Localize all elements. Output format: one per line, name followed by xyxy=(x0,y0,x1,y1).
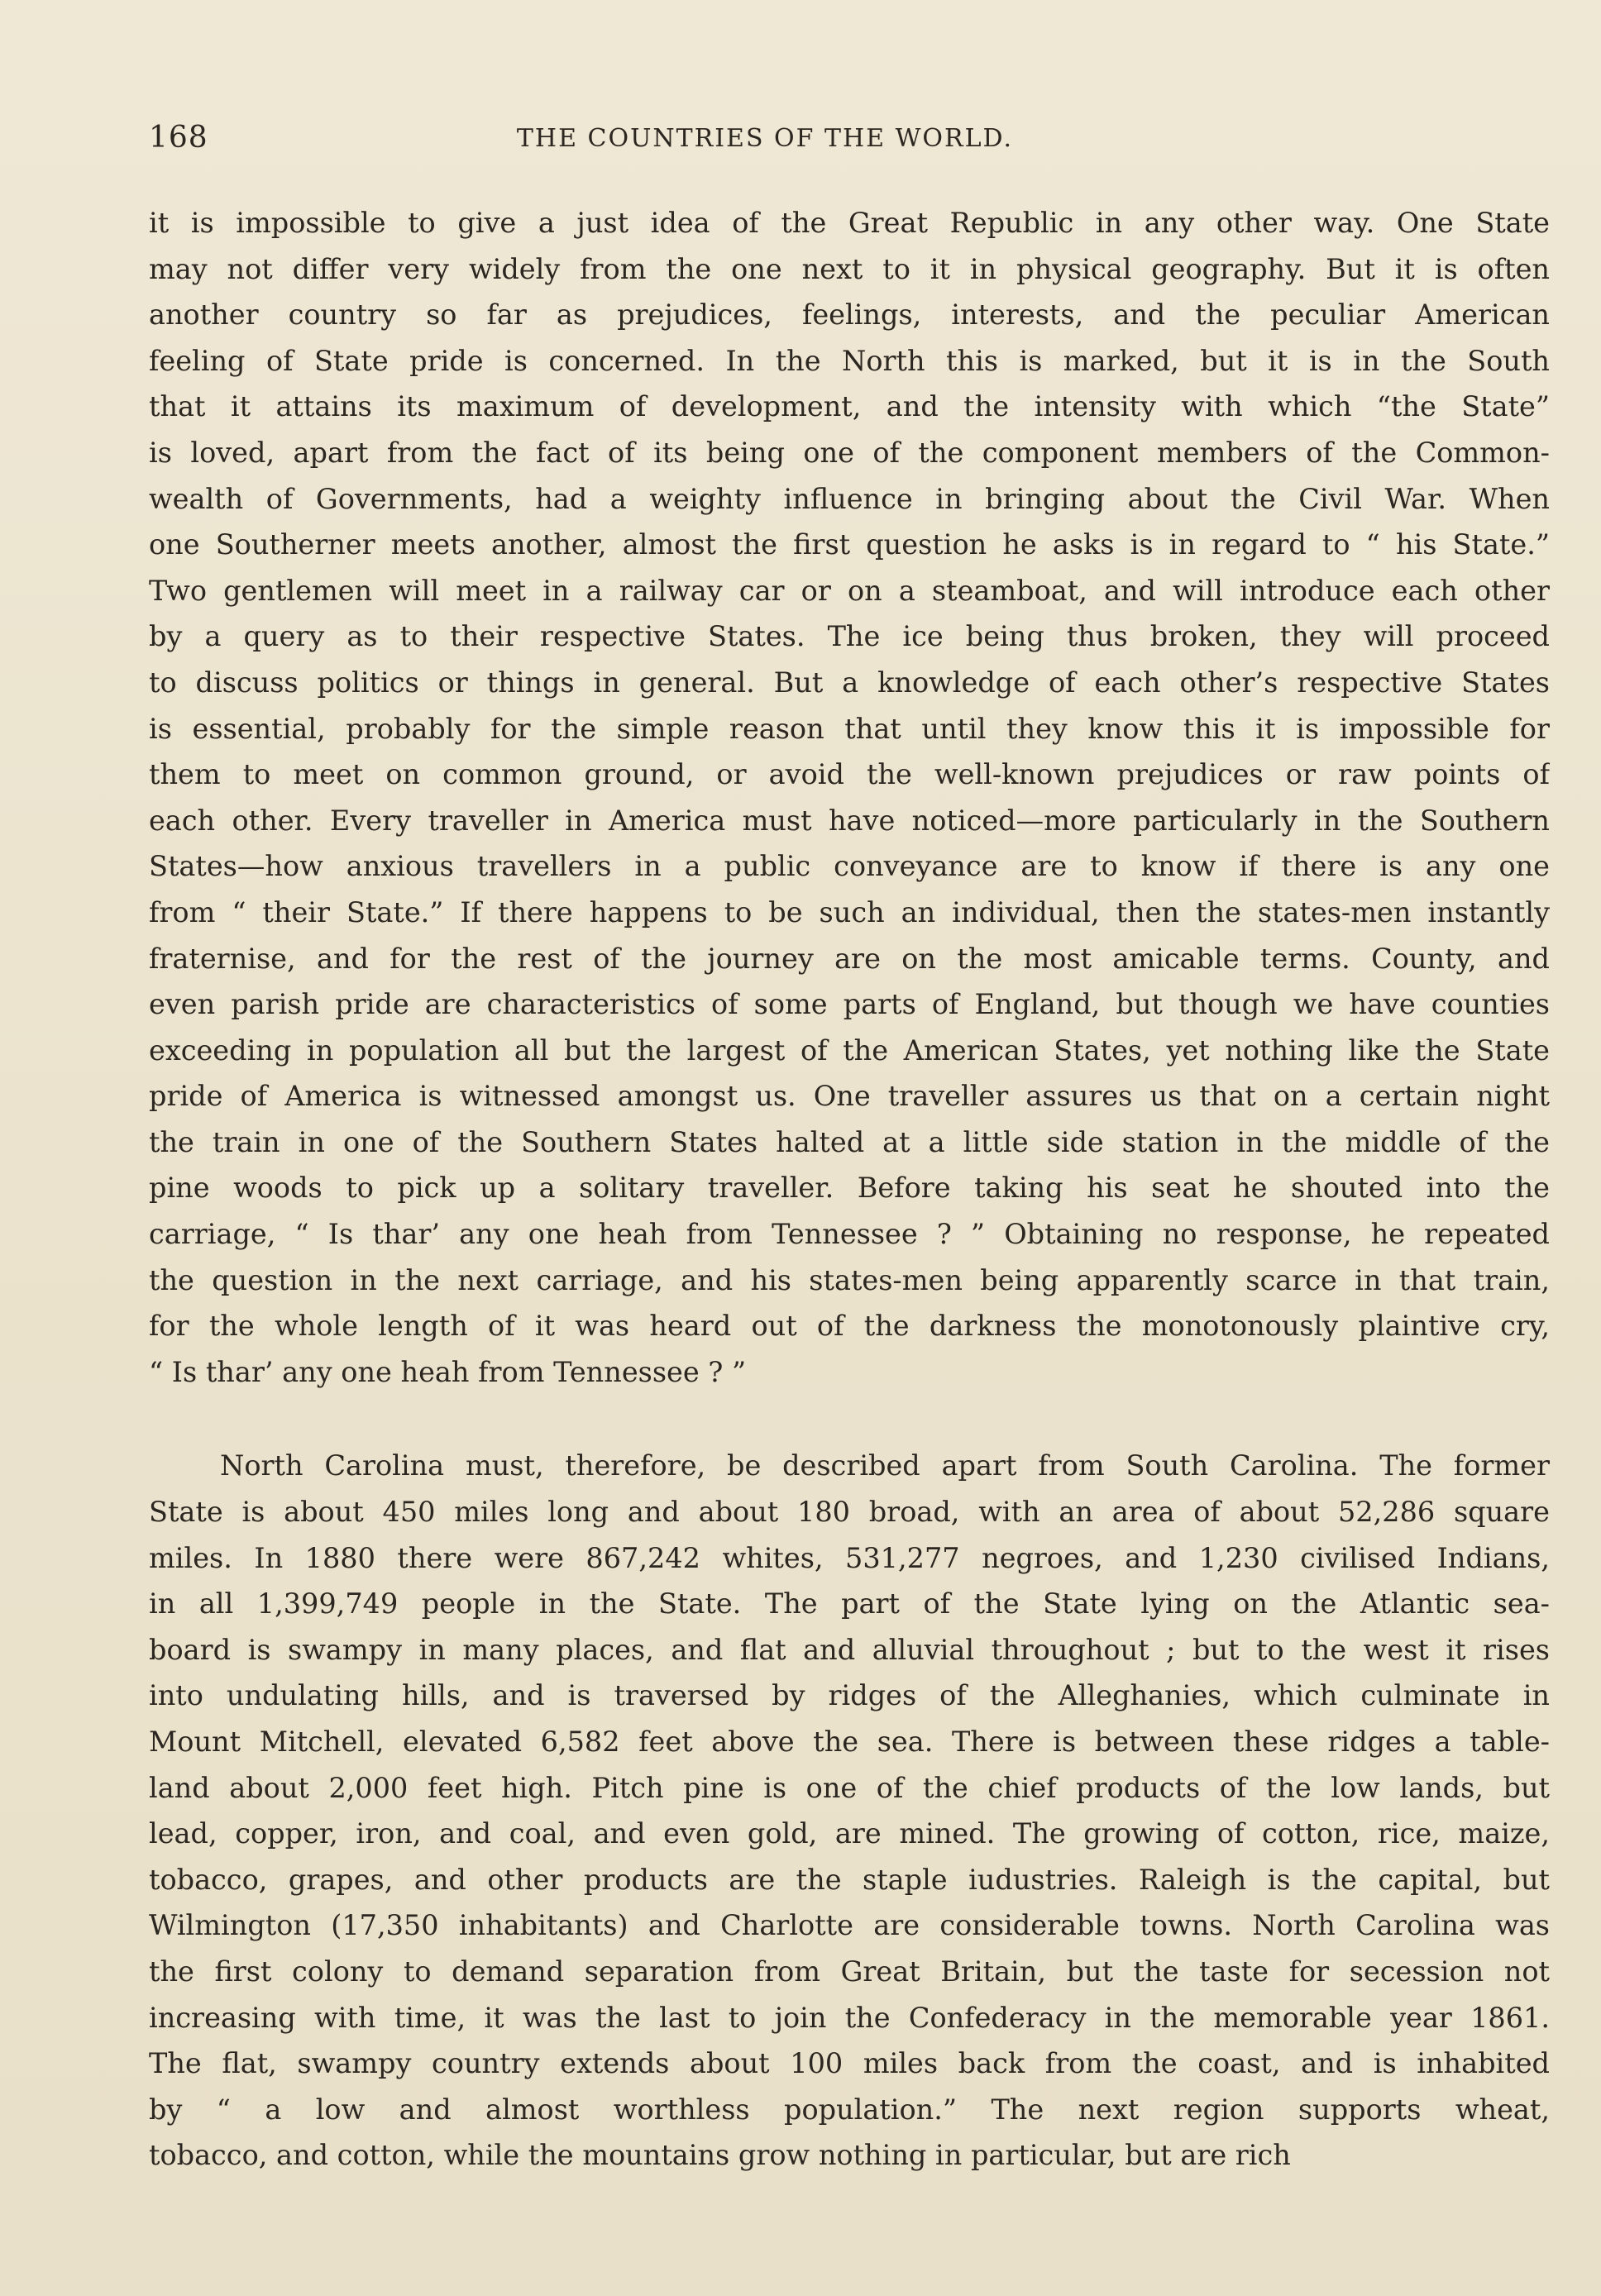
text-line: “ Is thar’ any one heah from Tennessee ? ” xyxy=(149,1355,747,1388)
text-line: pine woods to pick up a solitary traveller. Before taking his seat he shouted into the xyxy=(149,1172,1550,1205)
text-line: from “ their State.” If there happens to be such an individual, then the states-men instantly xyxy=(149,895,1550,928)
text-line: one Southerner meets another, almost the first question he asks is in regard to “ his State.” xyxy=(149,528,1550,561)
text-line: into undulating hills, and is traversed by ridges of the Alleghanies, which culminate in xyxy=(149,1679,1550,1712)
text-line: may not differ very widely from the one next to it in physical geography. But it is often xyxy=(149,252,1550,285)
text-line: fraternise, and for the rest of the journey are on the most amicable terms. County, and xyxy=(149,942,1550,975)
running-head xyxy=(149,121,1555,162)
text-line: Two gentlemen will meet in a railway car or on a steamboat, and will introduce each other xyxy=(149,574,1550,607)
text-line: board is swampy in many places, and flat and alluvial throughout ; but to the west it rises xyxy=(149,1633,1550,1666)
body-text xyxy=(149,200,1550,2179)
text-line: States—how anxious travellers in a public conveyance are to know if there is any one xyxy=(149,850,1550,883)
text-line: State is about 450 miles long and about 180 broad, with an area of about 52,286 square xyxy=(149,1496,1550,1529)
text-line: the question in the next carriage, and his states-men being apparently scarce in that train, xyxy=(149,1263,1550,1296)
text-line: by a query as to their respective States. The ice being thus broken, they will proceed xyxy=(149,620,1550,653)
text-line: exceeding in population all but the largest of the American States, yet nothing like the State xyxy=(149,1033,1550,1067)
text-line: tobacco, grapes, and other products are the staple iudustries. Raleigh is the capital, but xyxy=(149,1863,1550,1896)
text-line: them to meet on common ground, or avoid the well-known prejudices or raw points of xyxy=(149,758,1550,791)
text-line: tobacco, and cotton, while the mountains grow nothing in particular, but are rich xyxy=(149,2139,1291,2172)
text-line: it is impossible to give a just idea of the Great Republic in any other way. One State xyxy=(149,207,1550,239)
text-line: lead, copper, iron, and coal, and even gold, are mined. The growing of cotton, rice, maize, xyxy=(149,1817,1550,1850)
text-line: carriage, “ Is thar’ any one heah from Tennessee ? ” Obtaining no response, he repeated xyxy=(149,1218,1550,1251)
text-line: wealth of Governments, had a weighty influence in bringing about the Civil War. When xyxy=(149,482,1550,515)
text-line: is essential, probably for the simple reason that until they know this it is impossible for xyxy=(149,712,1550,745)
text-line: Mount Mitchell, elevated 6,582 feet above the sea. There is between these ridges a table- xyxy=(149,1726,1550,1758)
text-line: the train in one of the Southern States halted at a little side station in the middle of the xyxy=(149,1125,1550,1158)
text-line: in all 1,399,749 people in the State. The part of the State lying on the Atlantic sea- xyxy=(149,1587,1550,1621)
paragraph-gap xyxy=(149,1395,1550,1443)
text-line: even parish pride are characteristics of some parts of England, but though we have counties xyxy=(149,988,1550,1021)
text-line: by “ a low and almost worthless population.” The next region supports wheat, xyxy=(149,2093,1550,2126)
text-line: the first colony to demand separation from Great Britain, but the taste for secession not xyxy=(149,1955,1550,1988)
text-line: another country so far as prejudices, feelings, interests, and the peculiar American xyxy=(149,298,1550,332)
text-line: feeling of State pride is concerned. In the North this is marked, but it is in the South xyxy=(149,344,1550,377)
text-line: to discuss politics or things in general. But a knowledge of each other’s respective States xyxy=(149,666,1550,699)
text-line: land about 2,000 feet high. Pitch pine is one of the chief products of the low lands, but xyxy=(149,1771,1550,1804)
text-line: North Carolina must, therefore, be described apart from South Carolina. The former xyxy=(220,1449,1550,1482)
text-line: pride of America is witnessed amongst us. One traveller assures us that on a certain night xyxy=(149,1080,1550,1113)
text-line: The flat, swampy country extends about 100 miles back from the coast, and is inhabited xyxy=(149,2047,1550,2080)
text-line: each other. Every traveller in America must have noticed—more particularly in the Southern xyxy=(149,804,1550,837)
paragraph-1 xyxy=(149,200,1550,1395)
text-line: that it attains its maximum of development, and the intensity with which “the State” xyxy=(149,390,1550,423)
running-title: THE COUNTRIES OF THE WORLD. xyxy=(516,124,1014,153)
text-line: miles. In 1880 there were 867,242 whites, 531,277 negroes, and 1,230 civilised Indians, xyxy=(149,1541,1550,1574)
text-line: Wilmington (17,350 inhabitants) and Charlotte are considerable towns. North Carolina was xyxy=(149,1909,1550,1942)
text-line: for the whole length of it was heard out of the darkness the monotonously plaintive cry, xyxy=(149,1310,1550,1343)
page-number: 168 xyxy=(149,121,208,155)
paragraph-2 xyxy=(149,1443,1550,2179)
text-line: increasing with time, it was the last to join the Confederacy in the memorable year 1861. xyxy=(149,2001,1550,2034)
text-line: is loved, apart from the fact of its being one of the component members of the Common- xyxy=(149,436,1550,469)
